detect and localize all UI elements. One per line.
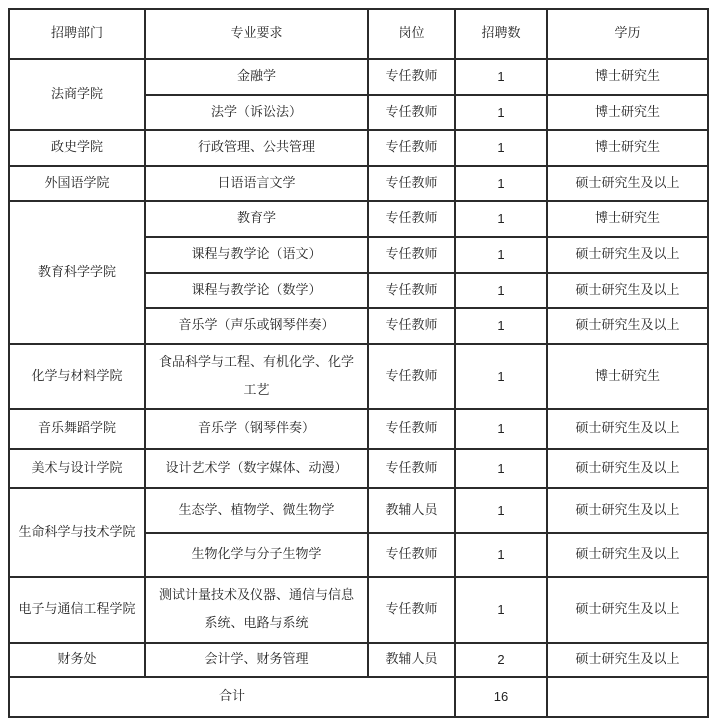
position-cell: 专任教师: [368, 95, 455, 130]
table-row: [9, 344, 708, 409]
education-cell: 硕士研究生及以上: [547, 166, 708, 201]
major-cell: 教育学: [145, 201, 368, 237]
department-cell: 法商学院: [9, 59, 145, 130]
total-row: [9, 677, 708, 717]
major-cell: 音乐学（钢琴伴奏）: [145, 409, 368, 449]
education-cell: 博士研究生: [547, 95, 708, 130]
position-cell: 专任教师: [368, 449, 455, 488]
education-cell: 博士研究生: [547, 130, 708, 166]
education-cell: 博士研究生: [547, 201, 708, 237]
education-cell: 硕士研究生及以上: [547, 533, 708, 577]
table-row: [9, 409, 708, 449]
department-cell: 政史学院: [9, 130, 145, 166]
total-count: 16: [455, 677, 547, 717]
education-cell: 博士研究生: [547, 344, 708, 409]
table-row: [9, 201, 708, 237]
education-cell: 硕士研究生及以上: [547, 577, 708, 643]
count-cell: 1: [455, 488, 547, 533]
major-cell: 课程与教学论（数学）: [145, 273, 368, 308]
major-cell: 课程与教学论（语文）: [145, 237, 368, 273]
education-cell: 硕士研究生及以上: [547, 409, 708, 449]
major-line: 工艺: [243, 382, 270, 398]
position-cell: 专任教师: [368, 344, 455, 409]
count-cell: 1: [455, 273, 547, 308]
major-cell: 法学（诉讼法）: [145, 95, 368, 130]
position-cell: 专任教师: [368, 273, 455, 308]
major-line: 食品科学与工程、有机化学、化学: [158, 354, 354, 370]
table-row: [9, 577, 708, 643]
count-cell: 1: [455, 59, 547, 95]
recruitment-table: [8, 8, 709, 718]
position-cell: 教辅人员: [368, 488, 455, 533]
position-cell: 专任教师: [368, 577, 455, 643]
major-line: 测试计量技术及仪器、通信与信息: [158, 588, 354, 603]
header-education: 学历: [547, 9, 708, 59]
header-count: 招聘数: [455, 9, 547, 59]
major-cell: 行政管理、公共管理: [145, 130, 368, 166]
department-cell: 音乐舞蹈学院: [9, 409, 145, 449]
department-cell: 财务处: [9, 643, 145, 677]
department-cell: 电子与通信工程学院: [9, 577, 145, 643]
department-cell: 生命科学与技术学院: [9, 488, 145, 577]
count-cell: 1: [455, 95, 547, 130]
major-cell: 会计学、财务管理: [145, 643, 368, 677]
department-cell: 化学与材料学院: [9, 344, 145, 409]
total-label: 合计: [9, 677, 455, 717]
header-department: 招聘部门: [9, 9, 145, 59]
education-cell: 硕士研究生及以上: [547, 308, 708, 344]
education-cell: 硕士研究生及以上: [547, 488, 708, 533]
position-cell: 专任教师: [368, 409, 455, 449]
position-cell: 专任教师: [368, 59, 455, 95]
position-cell: 教辅人员: [368, 643, 455, 677]
department-cell: 外国语学院: [9, 166, 145, 201]
count-cell: 1: [455, 533, 547, 577]
count-cell: 1: [455, 201, 547, 237]
table-row: [9, 166, 708, 201]
count-cell: 1: [455, 409, 547, 449]
header-major: 专业要求: [145, 9, 368, 59]
count-cell: 1: [455, 130, 547, 166]
major-cell: 设计艺术学（数字媒体、动漫）: [145, 449, 368, 488]
major-cell: 日语语言文学: [145, 166, 368, 201]
department-cell: 教育科学学院: [9, 201, 145, 344]
table-row: [9, 449, 708, 488]
table-row: [9, 643, 708, 677]
major-cell: [145, 577, 368, 643]
education-cell: 硕士研究生及以上: [547, 273, 708, 308]
department-cell: 美术与设计学院: [9, 449, 145, 488]
recruitment-table-wrapper: [8, 8, 709, 718]
table-row: [9, 130, 708, 166]
count-cell: 2: [455, 643, 547, 677]
major-cell: 生态学、植物学、微生物学: [145, 488, 368, 533]
major-cell: 音乐学（声乐或钢琴伴奏）: [145, 308, 368, 344]
position-cell: 专任教师: [368, 308, 455, 344]
table-row: [9, 488, 708, 533]
major-cell: [145, 344, 368, 409]
position-cell: 专任教师: [368, 130, 455, 166]
education-cell: 博士研究生: [547, 59, 708, 95]
major-cell: 金融学: [145, 59, 368, 95]
position-cell: 专任教师: [368, 533, 455, 577]
header-row: [9, 9, 708, 59]
major-cell: 生物化学与分子生物学: [145, 533, 368, 577]
count-cell: 1: [455, 577, 547, 643]
count-cell: 1: [455, 449, 547, 488]
count-cell: 1: [455, 308, 547, 344]
header-position: 岗位: [368, 9, 455, 59]
position-cell: 专任教师: [368, 166, 455, 201]
count-cell: 1: [455, 237, 547, 273]
count-cell: 1: [455, 166, 547, 201]
count-cell: 1: [455, 344, 547, 409]
position-cell: 专任教师: [368, 237, 455, 273]
education-cell: 硕士研究生及以上: [547, 449, 708, 488]
position-cell: 专任教师: [368, 201, 455, 237]
education-cell: 硕士研究生及以上: [547, 643, 708, 677]
table-row: [9, 59, 708, 95]
major-line: 系统、电路与系统: [204, 616, 309, 631]
total-education-cell: [547, 677, 708, 717]
education-cell: 硕士研究生及以上: [547, 237, 708, 273]
